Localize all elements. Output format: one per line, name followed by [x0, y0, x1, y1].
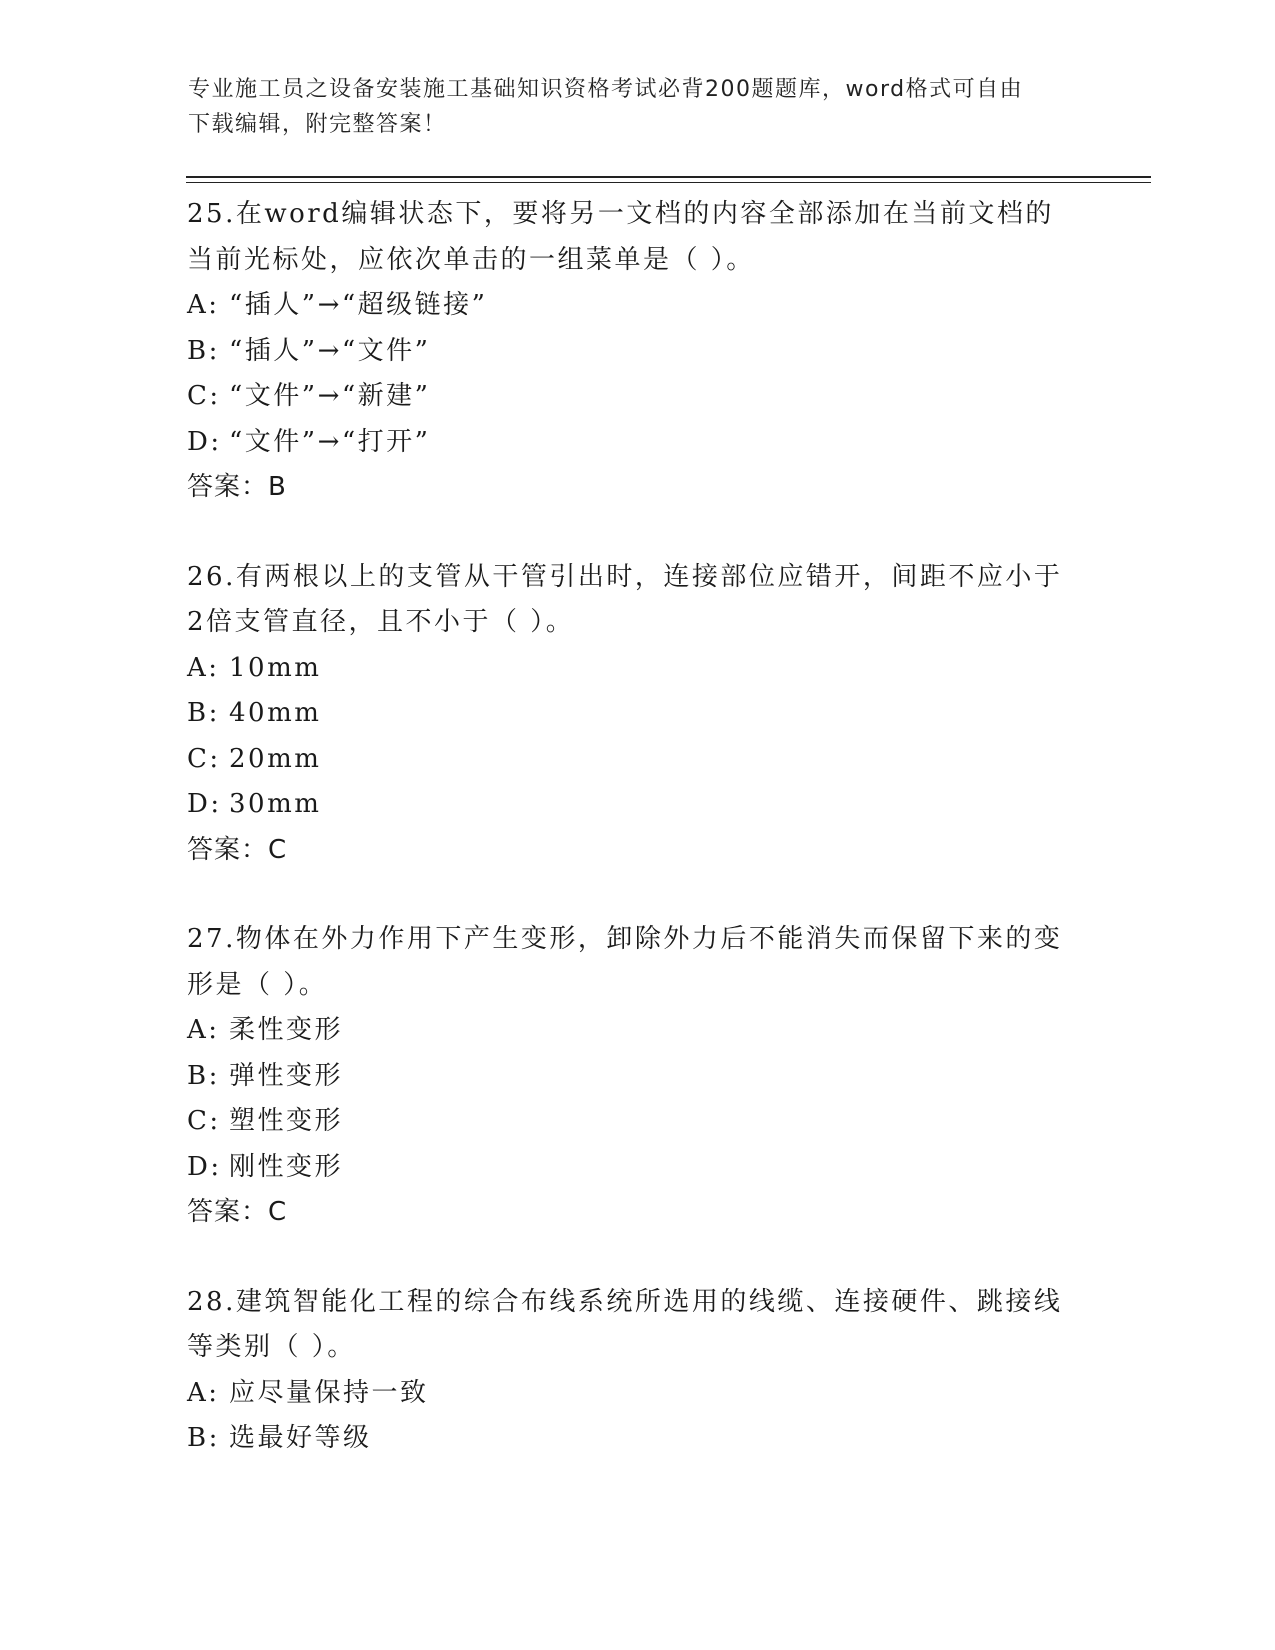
option-b — [187, 1054, 1087, 1100]
option-text: “文件”→“新建” — [229, 381, 431, 411]
option-a — [187, 283, 1087, 329]
question-stem-line: 等类别（ ）。 — [187, 1332, 356, 1362]
option-b — [187, 329, 1087, 375]
option-c — [187, 374, 1087, 420]
document-header — [188, 72, 1068, 142]
answer-line: 答案：C — [187, 1197, 288, 1227]
question-stem-line: 25.在word编辑状态下，要将另一文档的内容全部添加在当前文档的 — [187, 199, 1054, 229]
option-a — [187, 1008, 1087, 1054]
option-text: “文件”→“打开” — [229, 426, 431, 457]
option-b — [187, 691, 1087, 737]
option-letter: B: — [187, 1423, 220, 1453]
option-c — [187, 737, 1087, 783]
option-letter: A: — [187, 1377, 220, 1408]
option-a — [187, 646, 1087, 692]
question-28 — [187, 1280, 1087, 1462]
header-rule-thick — [186, 176, 1151, 178]
option-letter: C: — [187, 1106, 221, 1136]
option-text: 应尽量保持一致 — [229, 1377, 429, 1408]
question-stem-line: 当前光标处，应依次单击的一组菜单是（ ）。 — [187, 244, 755, 275]
header-rule-thin — [186, 182, 1151, 183]
option-d — [187, 420, 1087, 466]
question-25 — [187, 192, 1087, 511]
option-letter: D: — [187, 426, 222, 457]
option-text: 30mm — [229, 789, 322, 819]
option-text: 10mm — [229, 652, 322, 683]
option-d — [187, 782, 1087, 828]
option-text: 刚性变形 — [229, 1151, 344, 1182]
option-text: 选最好等级 — [229, 1423, 372, 1453]
answer-line: 答案：B — [187, 472, 287, 502]
question-26 — [187, 555, 1087, 874]
option-text: “插人”→“文件” — [229, 335, 431, 366]
header-line-2: 下载编辑，附完整答案！ — [188, 112, 447, 137]
option-text: 柔性变形 — [229, 1015, 344, 1045]
answer-line: 答案：C — [187, 834, 288, 865]
option-letter: C: — [187, 743, 221, 774]
header-line-1: 专业施工员之设备安装施工基础知识资格考试必背200题题库，word格式可自由 — [188, 77, 1024, 102]
option-text: 弹性变形 — [229, 1060, 344, 1091]
option-b — [187, 1416, 1087, 1462]
option-letter: A: — [187, 652, 220, 683]
option-letter: C: — [187, 381, 221, 411]
option-text: 塑性变形 — [229, 1106, 344, 1136]
option-a — [187, 1371, 1087, 1417]
question-stem-line: 形是（ ）。 — [187, 969, 328, 1000]
question-stem-line: 26.有两根以上的支管从干管引出时，连接部位应错开，间距不应小于 — [187, 561, 1063, 592]
option-letter: D: — [187, 1151, 222, 1182]
option-text: “插人”→“超级链接” — [229, 290, 488, 320]
question-stem-line: 28.建筑智能化工程的综合布线系统所选用的线缆、连接硬件、跳接线 — [187, 1286, 1063, 1317]
option-c — [187, 1099, 1087, 1145]
question-27 — [187, 917, 1087, 1236]
option-d — [187, 1145, 1087, 1191]
option-letter: A: — [187, 290, 220, 320]
option-letter: B: — [187, 1060, 220, 1091]
option-text: 40mm — [229, 698, 322, 728]
option-letter: A: — [187, 1015, 220, 1045]
question-list — [187, 192, 1087, 1506]
option-letter: B: — [187, 698, 220, 728]
question-stem-line: 2倍支管直径，且不小于（ ）。 — [187, 607, 575, 637]
option-letter: D: — [187, 789, 222, 819]
option-text: 20mm — [229, 743, 322, 774]
option-letter: B: — [187, 335, 220, 366]
question-stem-line: 27.物体在外力作用下产生变形，卸除外力后不能消失而保留下来的变 — [187, 924, 1063, 954]
